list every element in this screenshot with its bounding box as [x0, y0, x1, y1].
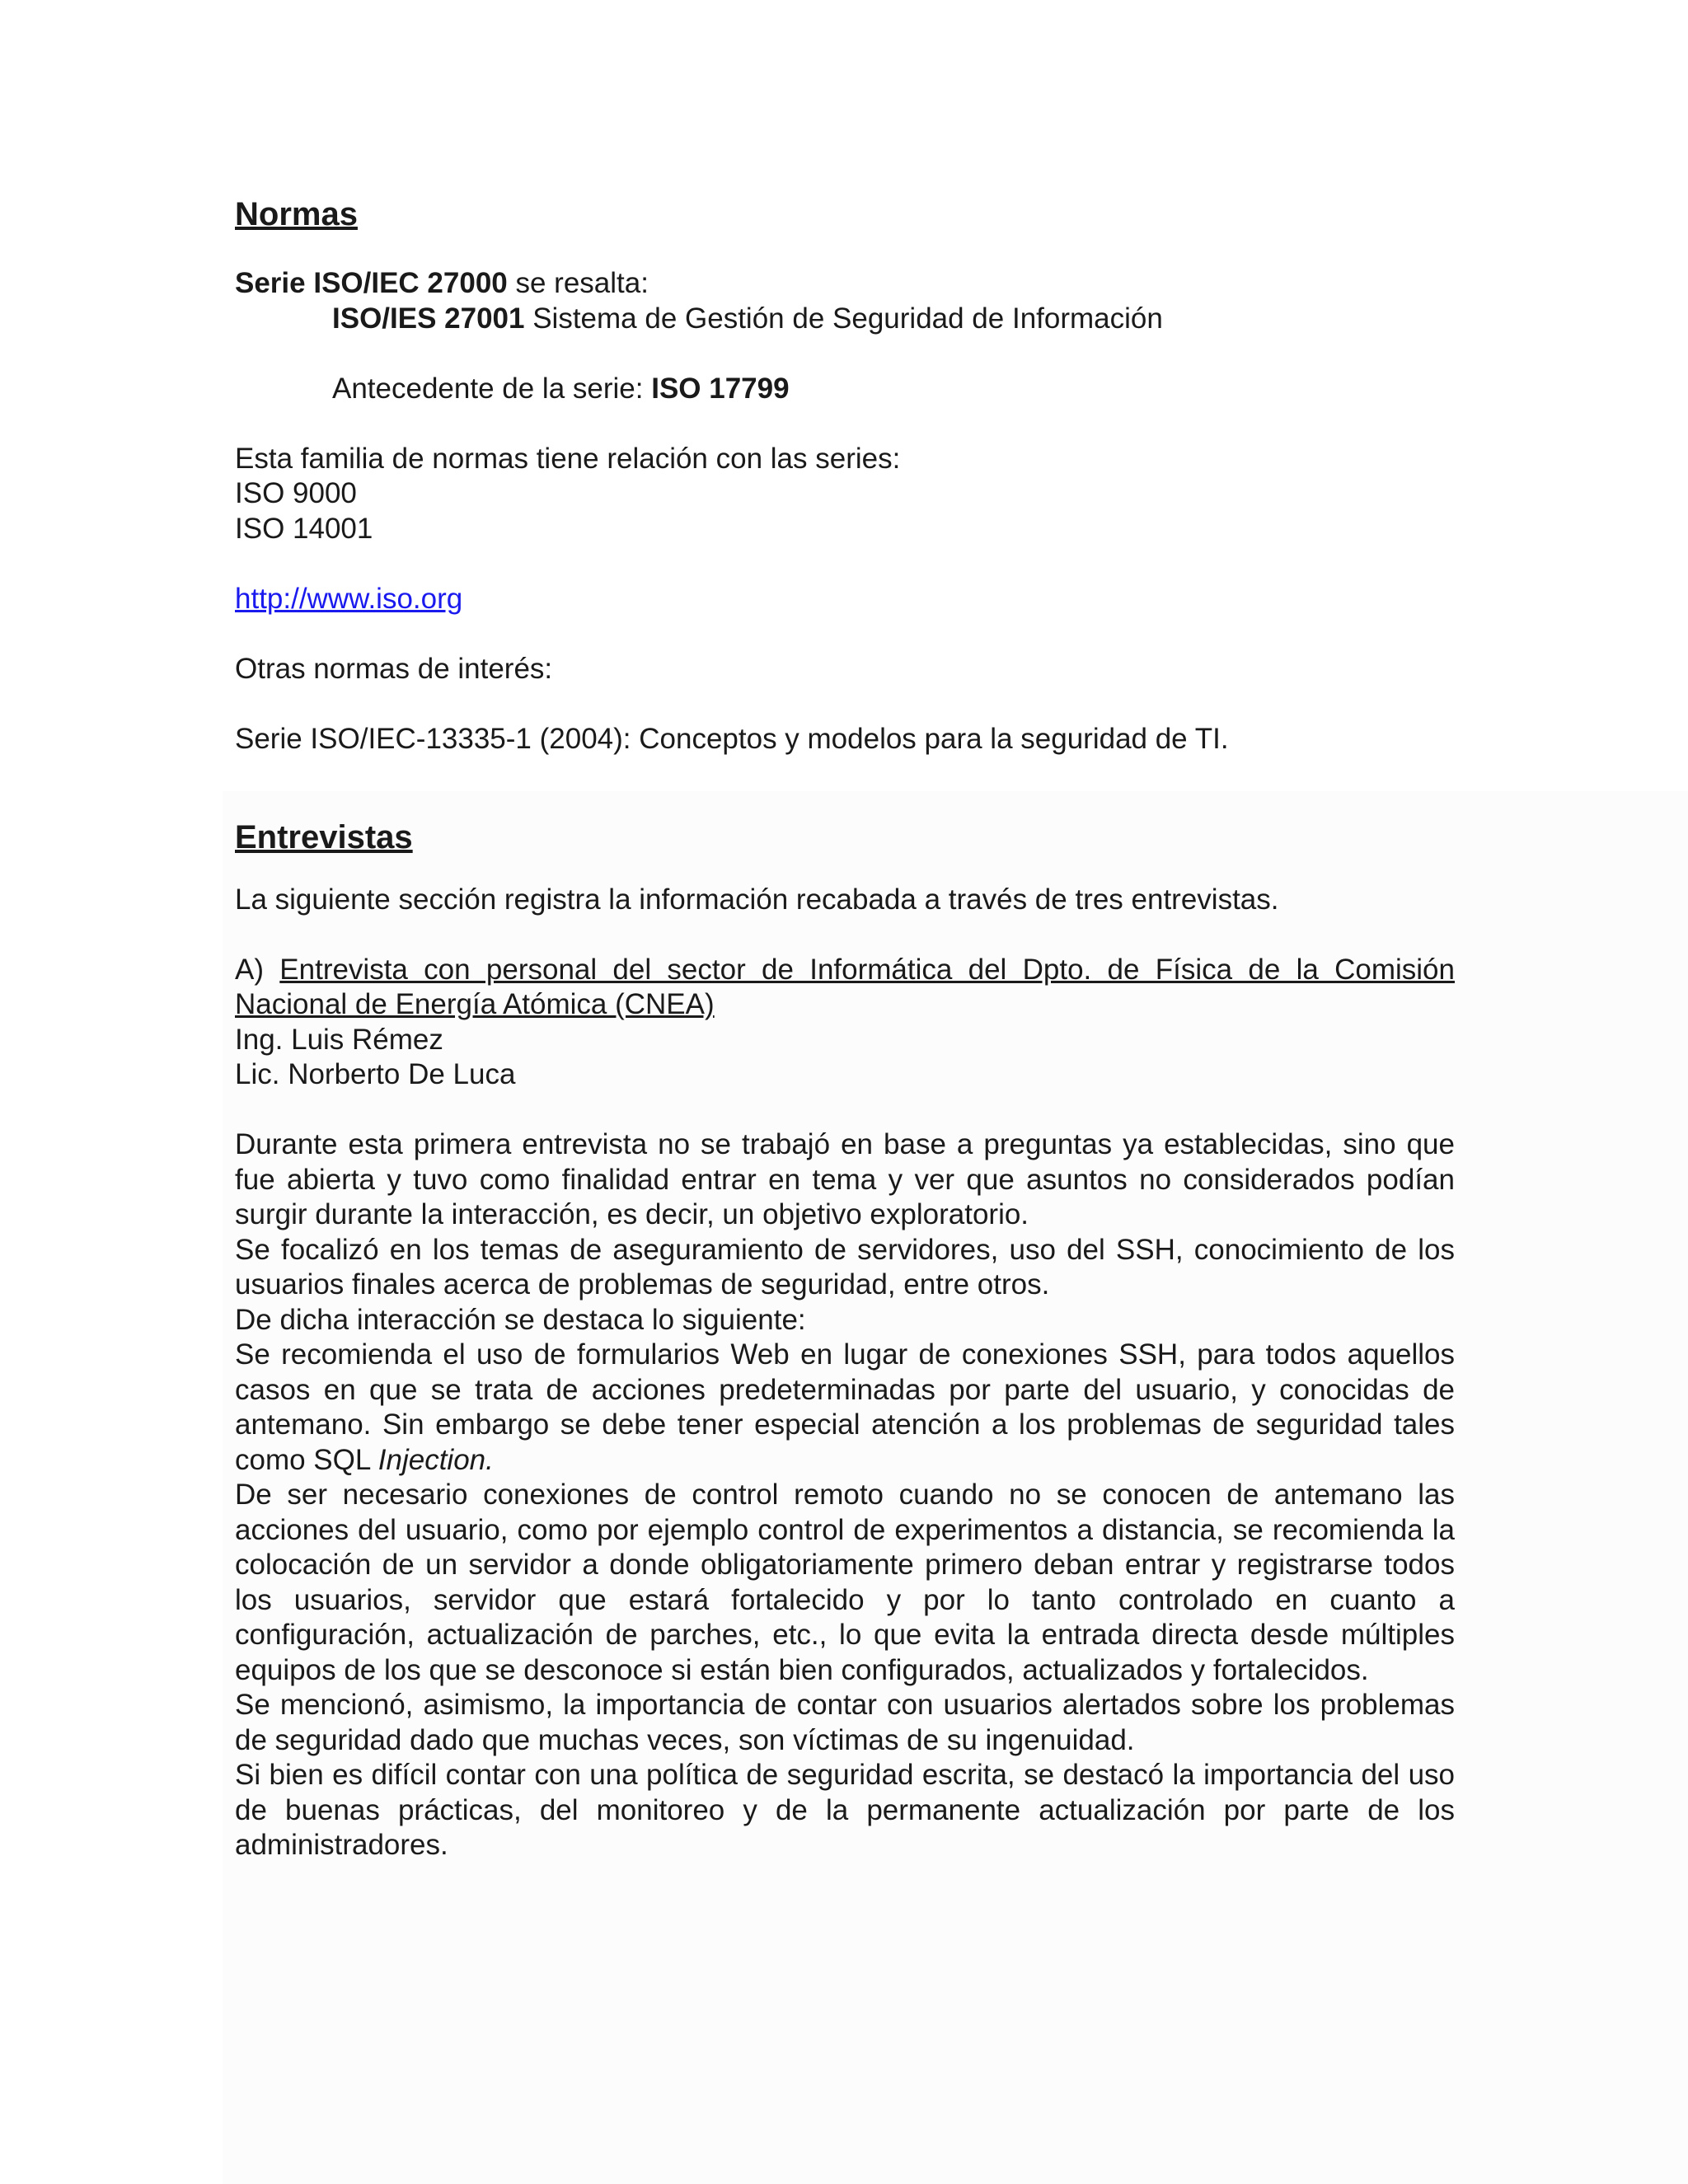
- paragraph-usuarios-alertados: Se mencionó, asimismo, la importancia de contar con usuarios alertados sobre los problemas de seguridad dado que muchas veces, son víctimas de su ingenuidad.: [235, 1689, 1455, 1756]
- paragraph-exploratorio: Durante esta primera entrevista no se trabajó en base a preguntas ya establecidas, sino que fue abierta y tuvo como finalidad entrar en tema y ver que asuntos no considerados podían surgir durante la interacción, es decir, un objetivo exploratorio.: [235, 1128, 1455, 1230]
- paragraph-destaca: De dicha interacción se destaca lo siguiente:: [235, 1303, 806, 1336]
- iso-27001-bold: ISO/IES 27001: [332, 302, 525, 335]
- person-remez: Ing. Luis Rémez: [235, 1023, 443, 1056]
- serie-13335-line: Serie ISO/IEC-13335-1 (2004): Conceptos y modelos para la seguridad de TI.: [235, 723, 1229, 755]
- iso-link-line: [235, 582, 1455, 617]
- antecedente-line: [235, 372, 1455, 407]
- serie-rest: se resalta:: [507, 267, 649, 299]
- paragraph-politica: Si bien es difícil contar con una política de seguridad escrita, se destacó la importancia del uso de buenas prácticas, del monitoreo y de la permanente actualización por parte de los administradores.: [235, 1759, 1455, 1861]
- iso-14001-line: ISO 14001: [235, 512, 373, 545]
- iso-9000-line: ISO 9000: [235, 477, 357, 509]
- paragraph-control-remoto: De ser necesario conexiones de control remoto cuando no se conocen de antemano las acciones del usuario, como por ejemplo control de experimentos a distancia, se recomienda la colocación de un servidor a donde obligatoriamente primero deban entrar y registrarse todos los usuarios, servidor que estará fortalecido y por lo tanto controlado en cuanto a configuración, actualización de parches, etc., lo que evita la entrada directa desde múltiples equipos de los que se desconoce si están bien configurados, actualizados y fortalecidos.: [235, 1479, 1455, 1686]
- paragraph-formularios-web: [235, 1338, 1455, 1478]
- otras-normas-line: Otras normas de interés:: [235, 653, 553, 685]
- antecedente-bold: ISO 17799: [651, 372, 790, 405]
- entrevista-a-prefix: A): [235, 953, 280, 986]
- iso-link[interactable]: http://www.iso.org: [235, 582, 463, 615]
- formularios-text: Se recomienda el uso de formularios Web en lugar de conexiones SSH, para todos aquellos casos en que se trata de acciones predeterminadas por parte del usuario, y conocidas de antemano. Sin embargo se debe tener especial atención a los problemas de seguridad tales como SQL: [235, 1338, 1455, 1476]
- serie-line: [235, 266, 1455, 302]
- heading-normas: Normas: [235, 196, 358, 232]
- iso-27001-rest: Sistema de Gestión de Seguridad de Información: [524, 302, 1163, 335]
- iso-27001-line: [235, 302, 1455, 337]
- entrevista-a-title-line: [235, 953, 1455, 1023]
- injection-italic: Injection.: [377, 1443, 494, 1476]
- heading-entrevistas: Entrevistas: [235, 818, 413, 855]
- paragraph-focalizo: Se focalizó en los temas de aseguramiento de servidores, uso del SSH, conocimiento de los usuarios finales acerca de problemas de seguridad, entre otros.: [235, 1233, 1455, 1301]
- document-content: [235, 191, 1455, 1863]
- antecedente-text: Antecedente de la serie:: [332, 372, 652, 405]
- entrevistas-intro: La siguiente sección registra la información recabada a través de tres entrevistas.: [235, 883, 1279, 916]
- familia-line: Esta familia de normas tiene relación con las series:: [235, 442, 901, 475]
- entrevista-a-title: Entrevista con personal del sector de Informática del Dpto. de Física de la Comisión Nacional de Energía Atómica (CNEA): [235, 953, 1455, 1020]
- person-de-luca: Lic. Norberto De Luca: [235, 1058, 516, 1090]
- serie-bold: Serie ISO/IEC 27000: [235, 267, 508, 299]
